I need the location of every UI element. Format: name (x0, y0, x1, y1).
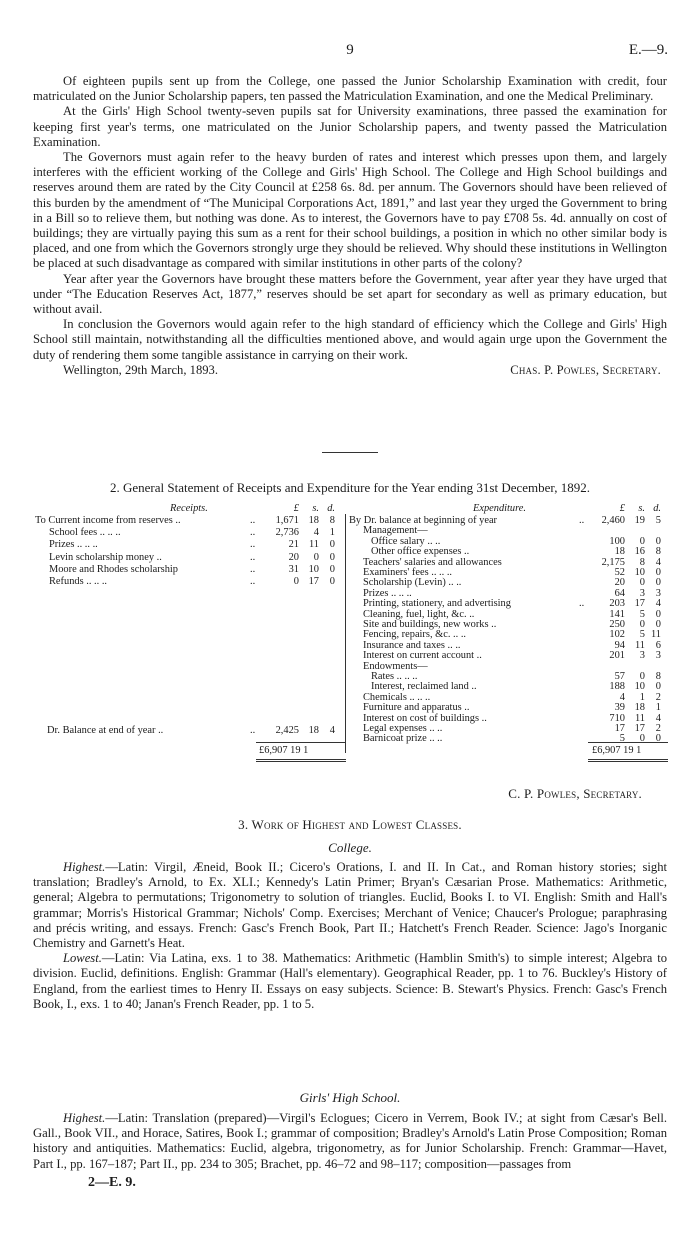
receipts-table (35, 503, 347, 843)
receipts-sum-rule (256, 742, 346, 743)
shillings-cell: 3 (639, 587, 645, 599)
shillings-cell: 0 (639, 671, 645, 682)
pounds-cell: 20 (288, 551, 299, 563)
row-label: Furniture and apparatus .. (363, 702, 470, 714)
shilling-heading: s. (638, 503, 645, 514)
shillings-cell: 0 (639, 733, 645, 745)
pence-cell: 0 (655, 608, 661, 620)
row-label: Interest on cost of buildings .. (363, 712, 487, 724)
ghs-highest (33, 1111, 667, 1172)
row-label: Prizes .. .. .. (49, 539, 98, 551)
leader-dots: .. (579, 598, 585, 610)
highest-label: Highest. (63, 860, 106, 874)
expenditure-double-rule (588, 761, 668, 762)
row-label: Interest, reclaimed land .. (371, 681, 477, 693)
pence-cell: 0 (329, 576, 335, 587)
shillings-cell: 18 (308, 725, 319, 736)
row-label: By Dr. balance at beginning of year (349, 515, 498, 526)
table-row (35, 515, 347, 527)
pence-cell: 11 (650, 629, 661, 641)
leader-dots: .. (250, 515, 256, 526)
highest-label: Highest. (63, 1111, 106, 1125)
row-label: Legal expenses .. .. (363, 723, 443, 734)
shillings-cell: 10 (308, 563, 319, 575)
work-title: 3. Work of Highest and Lowest Classes. (238, 817, 462, 832)
shilling-heading: s. (312, 503, 319, 514)
pounds-cell: 52 (614, 567, 625, 578)
row-label: Rates .. .. .. (371, 671, 418, 682)
shillings-cell: 17 (308, 576, 319, 587)
shillings-cell: 11 (634, 639, 645, 651)
pounds-cell: 64 (614, 587, 625, 599)
pence-cell: 4 (655, 556, 661, 568)
shillings-cell: 1 (639, 691, 645, 703)
table-row (35, 552, 347, 564)
shillings-cell: 0 (639, 535, 645, 547)
shillings-cell: 11 (308, 539, 319, 551)
pence-cell: 0 (655, 681, 661, 693)
pounds-cell: 5 (619, 733, 625, 745)
shillings-cell: 0 (639, 577, 645, 589)
pounds-cell: 141 (609, 608, 625, 620)
shillings-cell: 0 (639, 619, 645, 630)
statement-signature: C. P. Powles, Secretary. (508, 786, 642, 801)
pence-cell: 0 (329, 551, 335, 563)
lowest-text: —Latin: Via Latina, exs. 1 to 38. Mathematics: Arithmetic (Hamblin Smith's) to simple interest; Algebra to division. Euclid, definitions. English: Grammar (Hall's elementary). Geographical Reader, pp. 1 to 76. Buckley's History of England, from the earliest times to Henry II. Essays on easy subjects. Science: B. Stewart's Physics. French: Gasc's French Book, I., exs. 1 to 40; Janan's French Reader, pp. 1 to 5. (33, 951, 667, 1011)
expenditure-total: £6,907 19 1 (592, 745, 642, 756)
shillings-cell: 18 (634, 702, 645, 714)
pounds-cell: 2,736 (275, 527, 299, 539)
pence-cell: 1 (655, 702, 661, 714)
paragraph: At the Girls' High School twenty-seven pupils sat for University examinations, three passed the examination for keeping first year's terms, one matriculated on the Junior Scholarship papers, and twenty passed the Matriculation Examination. (33, 104, 667, 149)
pounds-cell: 18 (614, 546, 625, 558)
intro-text (33, 74, 667, 378)
pence-cell: 0 (655, 535, 661, 547)
pence-cell: 5 (655, 515, 661, 526)
receipts-double-rule (256, 761, 346, 762)
row-label: Teachers' salaries and allowances (363, 556, 502, 568)
pence-cell: 0 (655, 567, 661, 578)
pounds-cell: 94 (614, 639, 625, 651)
row-label: To Current income from reserves .. (35, 515, 181, 526)
row-label: School fees .. .. .. (49, 527, 121, 539)
pound-heading: £ (293, 503, 299, 514)
lowest-label: Lowest. (63, 951, 102, 966)
pence-cell: 2 (655, 723, 661, 734)
pounds-cell: 17 (614, 723, 625, 734)
row-label: Site and buildings, new works .. (363, 619, 497, 630)
table-row (35, 527, 347, 539)
row-label: Management— (363, 525, 428, 537)
shillings-cell: 19 (634, 515, 645, 526)
shillings-cell: 4 (313, 527, 319, 539)
shillings-cell: 8 (639, 556, 645, 568)
pounds-cell: 710 (609, 712, 625, 724)
row-label: Other office expenses .. (371, 546, 470, 558)
row-label: Printing, stationery, and advertising (363, 598, 511, 610)
row-label: Dr. Balance at end of year .. (47, 725, 164, 736)
row-label: Endowments— (363, 660, 428, 672)
ghs-work (33, 1111, 667, 1172)
pence-cell: 8 (329, 515, 335, 526)
pence-cell: 0 (329, 563, 335, 575)
paragraph: In conclusion the Governors would again refer to the high standard of efficiency which the College and Girls' High School still maintain, notwithstanding all the difficulties mentioned above, and would again urge upon the Government the duty of rendering them some tangible assistance in carrying on their work. (33, 317, 667, 362)
pence-cell: 0 (655, 733, 661, 745)
statement-title: 2. General Statement of Receipts and Expenditure for the Year ending 31st December, 1892. (110, 480, 590, 495)
pence-cell: 8 (655, 671, 661, 682)
shillings-cell: 16 (634, 546, 645, 558)
row-label: Insurance and taxes .. .. (363, 639, 461, 651)
pounds-cell: 203 (609, 598, 625, 610)
document-code: E.—9. (628, 42, 668, 58)
divider (322, 452, 378, 453)
pence-cell: 1 (329, 527, 335, 539)
pounds-cell: 2,175 (601, 556, 625, 568)
pence-cell: 4 (329, 725, 335, 736)
pounds-cell: 57 (614, 671, 625, 682)
table-row (35, 564, 347, 576)
college-lowest (33, 951, 667, 1012)
shillings-cell: 10 (634, 567, 645, 578)
row-label: Prizes .. .. .. (363, 587, 412, 599)
leader-dots: .. (250, 527, 256, 539)
row-label: Levin scholarship money .. (49, 551, 162, 563)
shillings-cell: 3 (639, 650, 645, 662)
pounds-cell: 0 (293, 576, 299, 587)
table-center-rule (345, 514, 346, 753)
pence-heading: d. (653, 503, 661, 514)
shillings-cell: 17 (634, 723, 645, 734)
pounds-cell: 2,460 (601, 515, 625, 526)
college-highest (33, 860, 667, 951)
pence-cell: 4 (655, 598, 661, 610)
table-row (349, 733, 669, 745)
table-row (35, 576, 347, 588)
shillings-cell: 18 (308, 515, 319, 526)
pence-cell: 0 (655, 577, 661, 589)
shillings-cell: 5 (639, 629, 645, 641)
pounds-cell: 4 (619, 691, 625, 703)
college-heading: College. (328, 840, 372, 855)
pence-cell: 0 (329, 539, 335, 551)
pence-cell: 6 (655, 639, 661, 651)
row-label: Office salary .. .. (371, 535, 441, 547)
pence-cell: 4 (655, 712, 661, 724)
paragraph: Of eighteen pupils sent up from the College, one passed the Junior Scholarship Examination with credit, four matriculated on the Junior Scholarship papers, ten passed the Matriculation Examination, and one the Medical Preliminary. (33, 74, 667, 104)
row-label: Cleaning, fuel, light, &c. .. (363, 608, 475, 620)
pounds-cell: 31 (288, 563, 299, 575)
row-label: Examiners' fees .. .. .. (363, 567, 453, 578)
highest-text: —Latin: Translation (prepared)—Virgil's Eclogues; Cicero in Verrem, Book IV.; at sight from Cæsar's Bell. Gall., Book VII., and Horace, Satires, Book I.; grammar of composition; Bradley's Arnold's Latin Prose Composition; Roman history and antiquities. Mathematics: Euclid, algebra, trigonometry, as for Junior Scholarship. French: Grammar—Havet, Part I., pp. 167–187; Part II., pp. 234 to 305; Brachet, pp. 46–72 and 98–117; composition—passages from (33, 1111, 667, 1171)
pence-cell: 8 (655, 546, 661, 558)
receipts-heading: Receipts. (170, 503, 208, 514)
intro-signoff (33, 363, 667, 378)
pounds-cell: 188 (609, 681, 625, 693)
leader-dots: .. (250, 576, 256, 587)
pounds-cell: 100 (609, 535, 625, 547)
leader-dots: .. (250, 551, 256, 563)
shillings-cell: 11 (634, 712, 645, 724)
pounds-cell: 201 (609, 650, 625, 662)
highest-text: —Latin: Virgil, Æneid, Book II.; Cicero's Orations, I. and II. In Cat., and Roman history stories; sight translation; Bradley's Arnold, to Ex. XLI.; Kennedy's Latin Primer; Bryan's Cæsarian Prose. Mathematics: Arithmetic, general; Algebra to permutations; Trigonometry to solution of triangles. Euclid, Books I. to VI. English: Smith and Hall's grammar; Morris's Historical Grammar; Nichols' Comp. Exercises; Merchant of Venice; Chaucer's Prologue; paraphrasing and précis writing, and essays. French: Gasc's French Book, Part II.; Hatchett's French Reader. Science: Jago's Inorganic Chemistry and Garnett's Heat. (33, 860, 667, 951)
place-date: Wellington, 29th March, 1893. (63, 362, 218, 377)
secretary-signature: Chas. P. Powles, Secretary. (510, 362, 661, 377)
girls-high-school-heading: Girls' High School. (299, 1090, 401, 1105)
row-label: Chemicals .. .. .. (363, 691, 431, 703)
pence-cell: 3 (655, 587, 661, 599)
pence-cell: 0 (655, 619, 661, 630)
pounds-cell: 39 (614, 702, 625, 714)
row-label: Interest on current account .. (363, 650, 482, 662)
pounds-cell: 2,425 (275, 725, 299, 736)
row-label: Moore and Rhodes scholarship (49, 563, 178, 575)
expenditure-heading: Expenditure. (473, 503, 526, 514)
pence-heading: d. (327, 503, 335, 514)
table-row (35, 725, 347, 737)
shillings-cell: 0 (313, 551, 319, 563)
leader-dots: .. (250, 725, 256, 736)
row-label: Refunds .. .. .. (49, 576, 108, 587)
pounds-cell: 102 (609, 629, 625, 641)
pounds-cell: 250 (609, 619, 625, 630)
pound-heading: £ (619, 503, 625, 514)
receipts-double-rule (256, 759, 346, 760)
college-work (33, 860, 667, 1012)
pence-cell: 2 (655, 691, 661, 703)
paragraph: Year after year the Governors have brought these matters before the Government, year after year they have urged that under “The Education Reserves Act, 1877,” reserves should be set apart for secondary as well as primary education, but without avail. (33, 271, 667, 317)
shillings-cell: 17 (634, 598, 645, 610)
page-number: 9 (346, 42, 354, 58)
pounds-cell: 1,671 (275, 515, 299, 526)
expenditure-double-rule (588, 759, 668, 760)
row-label: Fencing, repairs, &c. .. .. (363, 629, 467, 641)
pounds-cell: 21 (288, 539, 299, 551)
table-row (35, 539, 347, 551)
shillings-cell: 10 (634, 681, 645, 693)
expenditure-sum-rule (588, 742, 668, 743)
leader-dots: .. (579, 515, 585, 526)
signature-mark: 2—E. 9. (88, 1175, 136, 1190)
row-label: Scholarship (Levin) .. .. (363, 577, 462, 589)
pence-cell: 3 (655, 650, 661, 662)
shillings-cell: 5 (639, 608, 645, 620)
leader-dots: .. (250, 539, 256, 551)
receipts-total: £6,907 19 1 (259, 745, 309, 756)
row-label: Barnicoat prize .. .. (363, 733, 443, 745)
pounds-cell: 20 (614, 577, 625, 589)
paragraph: The Governors must again refer to the heavy burden of rates and interest which presses upon them, and largely interferes with the efficient working of the College and Girls' High School. The College and High School buildings and reserves around them are rated by the City Council at £258 6s. 8d. per annum. The Governors should have been relieved of this burden by the amendment of “The Municipal Corporations Act, 1891,” and last year they urged the Government to bring in a Bill so to relieve them, but nothing was done. As to interest, the Governors have to pay £708 5s. 4d. annually on cost of buildings; they are virtually paying this sum as a rent for their school buildings, a position in which no other similar body is placed, and one from which the Governors strongly urge they should be relieved. Why should these institutions in Wellington be placed at such disadvantage as compared with similar institutions in other parts of the colony? (33, 150, 667, 271)
leader-dots: .. (250, 563, 256, 575)
